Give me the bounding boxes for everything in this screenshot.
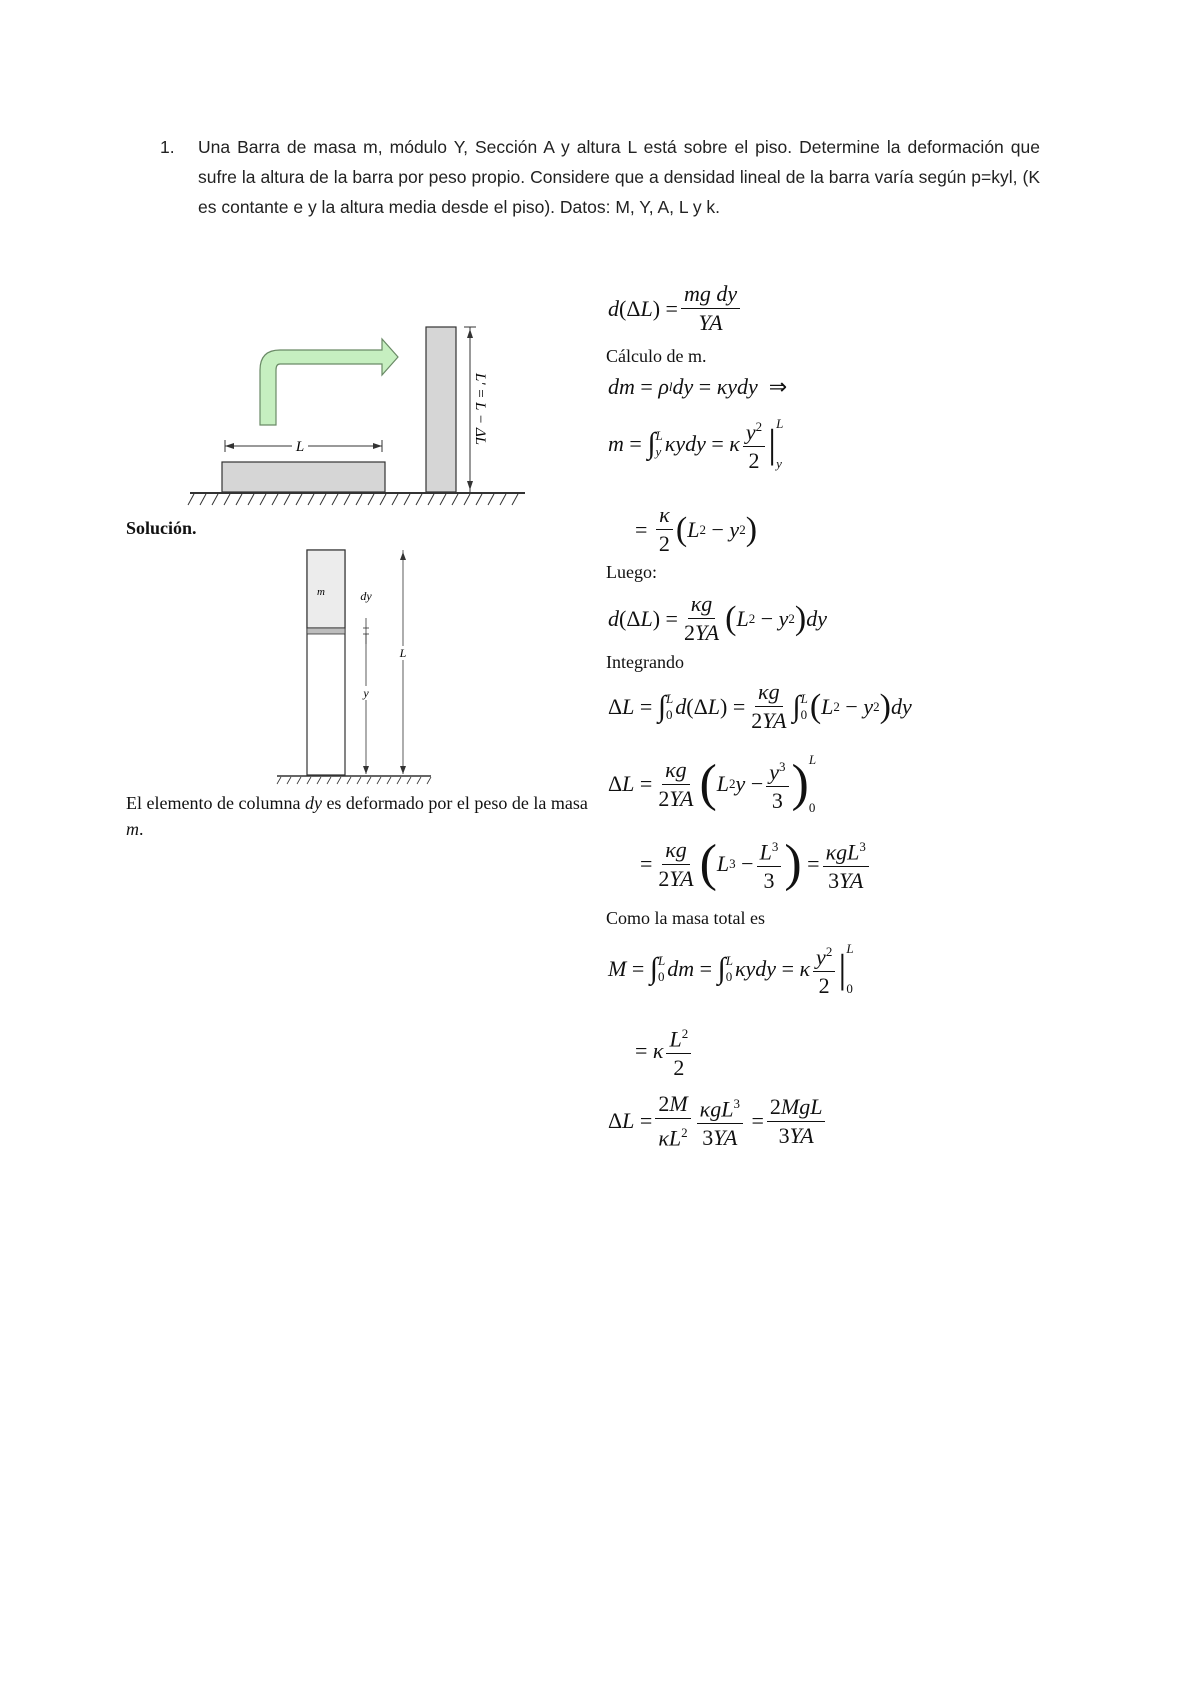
label-L-column: L bbox=[399, 646, 407, 660]
label-dy: dy bbox=[360, 589, 372, 603]
equation-DeltaL-antiderivative: Δ L = $\frac{\kappa g}{2YA}$ ( L 2 y − $\frac{y^3}{3}$ ) L 0 bbox=[608, 752, 817, 815]
bar-rotation-diagram bbox=[180, 325, 530, 510]
equation-DeltaL-integral: Δ L = ∫ L 0 d (Δ L ) = $\frac{\kappa g}{2YA}$ ∫ L 0 ( L 2 − y 2 ) dy bbox=[608, 679, 912, 733]
column-element-diagram bbox=[275, 548, 435, 786]
problem-statement bbox=[160, 132, 1040, 222]
rotate-arrow-icon bbox=[260, 339, 398, 425]
column-dy-element bbox=[307, 628, 345, 634]
horizontal-bar bbox=[222, 462, 385, 492]
equation-DeltaL-evaluated: = $\frac{\kappa g}{2YA}$ ( L 3 − $\frac{L^3}{3}$ ) = $\frac{\kappa gL^3}{3YA}$ bbox=[640, 835, 872, 893]
bar-rotation-figure bbox=[180, 325, 530, 510]
label-y: y bbox=[363, 686, 369, 700]
equation-dm: dm = ρ l dy = κydy ⇒ bbox=[608, 374, 788, 399]
column-mass-segment bbox=[307, 550, 345, 628]
label-integrando: Integrando bbox=[606, 652, 684, 672]
equation-DeltaL-final: Δ L = $\frac{2M}{\kappa L^2}$ $\frac{\kappa gL^3}{3YA}$ = $\frac{\text{2MgL}}{3YA}$ bbox=[608, 1092, 828, 1150]
equation-M-result: = κ $\frac{L^2}{2}$ bbox=[635, 1022, 694, 1080]
equation-m-integral: m = ∫ L y κydy = κ $\frac{y^2}{2}$ | L y bbox=[608, 416, 784, 474]
problem-text: Una Barra de masa m, módulo Y, Sección A y altura L está sobre el piso. Determine la deformación que sufre la altura de la barra por peso propio. Considere que a densidad lineal de la barra varía según p=kyl, (K es contante e y la altura media desde el piso). Datos: M, Y, A, L y k. bbox=[198, 137, 1040, 217]
vertical-bar bbox=[426, 327, 456, 492]
column-element-figure bbox=[275, 548, 435, 786]
equation-m-result: = $\frac{\kappa}{2}$ ( L 2 − y 2 ) bbox=[635, 502, 758, 556]
label-L: L bbox=[295, 439, 305, 455]
solution-heading: Solución. bbox=[126, 518, 197, 538]
label-calc-m: Cálculo de m. bbox=[606, 346, 707, 366]
problem-number: 1. bbox=[160, 137, 175, 157]
label-luego: Luego: bbox=[606, 562, 657, 582]
equation-dDeltaL: d (Δ L ) = $\frac{\text{mg dy}}{YA}$ bbox=[608, 282, 743, 335]
label-masa-total: Como la masa total es bbox=[606, 908, 765, 928]
equation-dDeltaL-expanded: d (Δ L ) = $\frac{\kappa g}{2YA}$ ( L 2 − y 2 ) dy bbox=[608, 591, 827, 645]
label-m: m bbox=[317, 586, 325, 598]
equation-M-integral: M = ∫ L 0 dm = ∫ L 0 κydy = κ $\frac{y^2}{2}$ | L 0 bbox=[608, 941, 854, 999]
column-caption: El elemento de columna dy es deformado por el peso de la masa m. bbox=[126, 793, 588, 839]
label-vertical: L' = L − ΔL bbox=[472, 372, 488, 446]
